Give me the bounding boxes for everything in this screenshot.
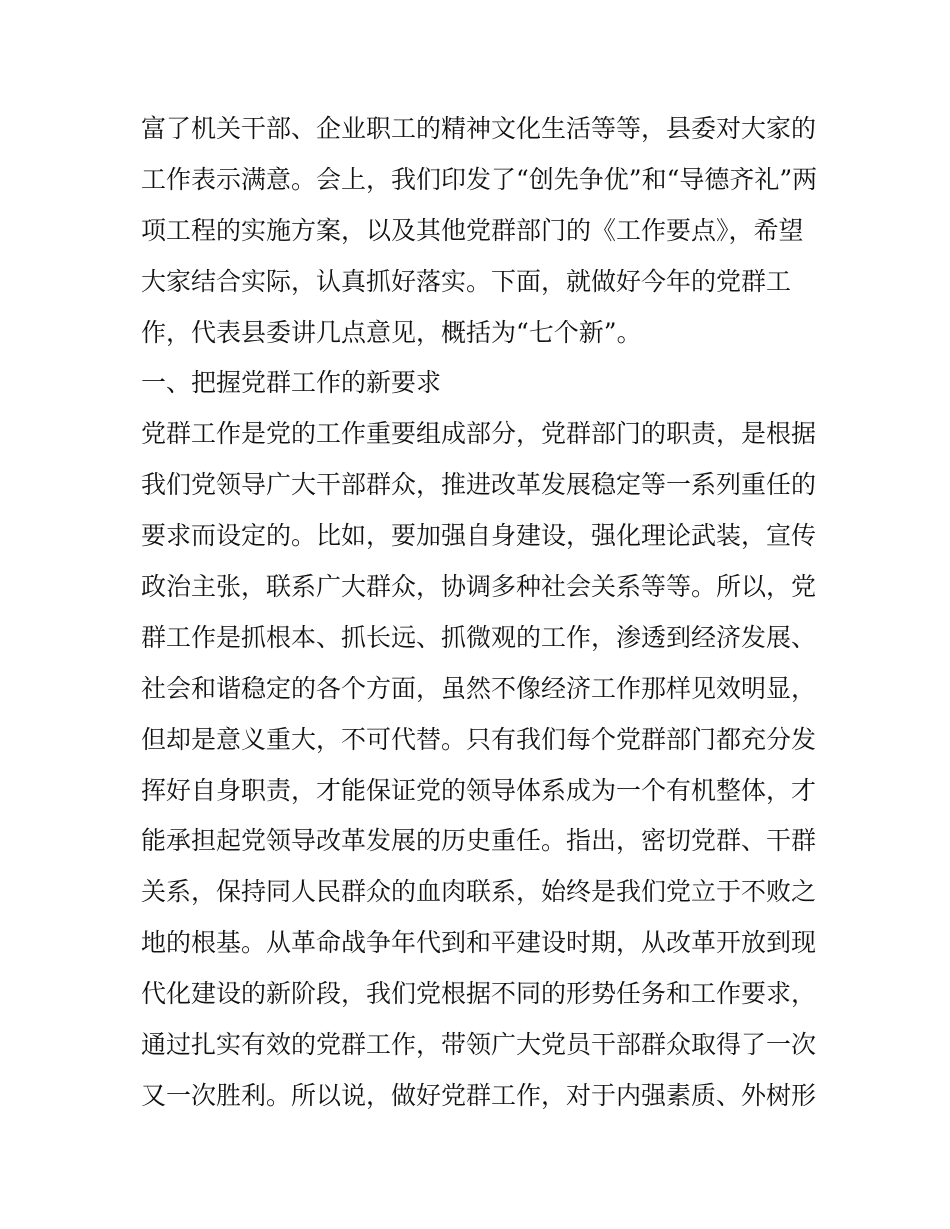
text-line: 又一次胜利。所以说，做好党群工作，对于内强素质、外树形 — [141, 1080, 817, 1110]
text-line: 我们党领导广大干部群众，推进改革发展稳定等一系列重任的 — [141, 470, 817, 500]
text-line: 通过扎实有效的党群工作，带领广大党员干部群众取得了一次 — [141, 1030, 817, 1060]
text-line: 地的根基。从革命战争年代到和平建设时期，从改革开放到现 — [141, 928, 817, 958]
text-line: 社会和谐稳定的各个方面，虽然不像经济工作那样见效明显， — [141, 673, 817, 703]
text-line: 关系，保持同人民群众的血肉联系，始终是我们党立于不败之 — [141, 877, 817, 907]
text-line: 党群工作是党的工作重要组成部分，党群部门的职责，是根据 — [141, 419, 817, 449]
text-line: 作，代表县委讲几点意见，概括为“七个新”。 — [141, 317, 642, 347]
text-line: 要求而设定的。比如，要加强自身建设，强化理论武装，宣传 — [141, 521, 817, 551]
section-heading: 一、把握党群工作的新要求 — [141, 368, 442, 398]
text-line: 群工作是抓根本、抓长远、抓微观的工作，渗透到经济发展、 — [141, 622, 817, 652]
text-line: 项工程的实施方案，以及其他党群部门的《工作要点》，希望 — [141, 215, 804, 245]
text-line: 但却是意义重大，不可代替。只有我们每个党群部门都充分发 — [141, 724, 817, 754]
text-line: 工作表示满意。会上，我们印发了“创先争优”和“导德齐礼”两 — [141, 164, 818, 194]
text-line: 能承担起党领导改革发展的历史重任。指出，密切党群、干群 — [141, 826, 817, 856]
text-line: 富了机关干部、企业职工的精神文化生活等等，县委对大家的 — [141, 114, 817, 143]
body-text — [141, 104, 821, 1122]
text-line: 挥好自身职责，才能保证党的领导体系成为一个有机整体，才 — [141, 775, 817, 805]
text-line: 大家结合实际，认真抓好落实。下面，就做好今年的党群工 — [141, 266, 792, 296]
text-line: 代化建设的新阶段，我们党根据不同的形势任务和工作要求， — [141, 979, 817, 1009]
text-line: 政治主张，联系广大群众，协调多种社会关系等等。所以，党 — [141, 572, 817, 602]
